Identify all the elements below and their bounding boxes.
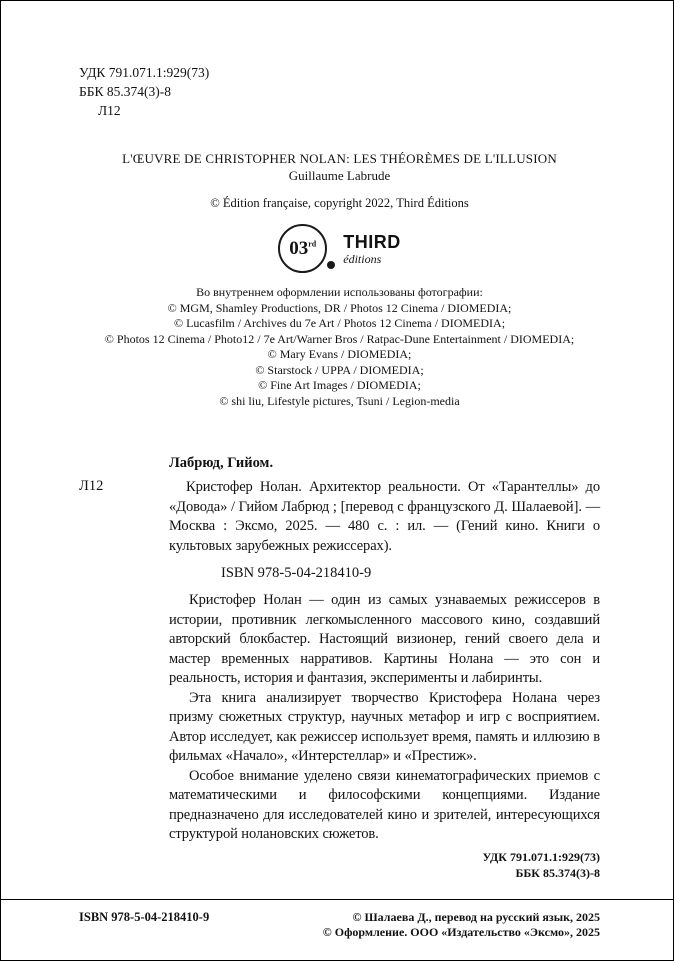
- footer-copyright-block: [323, 910, 600, 940]
- original-edition-block: [79, 151, 600, 211]
- original-title: L'ŒUVRE DE CHRISTOPHER NOLAN: LES THÉORÈMES DE L'ILLUSION: [122, 151, 557, 166]
- logo-ordinal: rd: [308, 239, 317, 249]
- logo-number-group: [289, 238, 316, 260]
- bibliographic-entry: [79, 455, 600, 582]
- logo-wordmark: [343, 233, 401, 265]
- footer-copyright-line: © Оформление. ООО «Издательство «Эксмо», 2025: [322, 925, 600, 939]
- photo-credits-intro: Во внутреннем оформлении использованы фотографии:: [196, 285, 483, 299]
- author-sign-code-top: Л12: [98, 103, 121, 118]
- photo-credits-block: [79, 285, 600, 409]
- annotation-block: [169, 591, 600, 845]
- third-editions-logo: [79, 224, 600, 273]
- photo-credit-line: © shi liu, Lifestyle pictures, Tsuni / Legion-media: [219, 393, 460, 408]
- original-copyright: © Édition française, copyright 2022, Third Éditions: [210, 196, 469, 210]
- photo-credit-line: © Photos 12 Cinema / Photo12 / 7e Art/Warner Bros / Ratpac-Dune Entertainment / DIOMEDIA;: [104, 331, 575, 346]
- footer: [1, 900, 673, 940]
- bib-isbn: ISBN 978-5-04-218410-9: [221, 565, 372, 581]
- logo-number: 03: [289, 237, 309, 259]
- classification-codes-bottom: [169, 849, 600, 881]
- logo-brand-sub: éditions: [343, 251, 382, 266]
- author-sign-code-margin: Л12: [79, 478, 104, 494]
- logo-dot-icon: [327, 261, 335, 269]
- page-content: [1, 1, 673, 881]
- logo-brand-name: THIRD: [343, 231, 401, 252]
- annotation-paragraph: Особое внимание уделено связи кинематографических приемов с математическими и философскими концепциями. Издание предназначено для исследователей кино и зрителей, интересующихся структурой нолановских сюжетов.: [169, 767, 600, 842]
- logo-circle-icon: [278, 224, 327, 273]
- udk-code-bottom: УДК 791.071.1:929(73): [482, 849, 600, 864]
- photo-credit-line: © Fine Art Images / DIOMEDIA;: [258, 378, 421, 392]
- photo-credit-line: © Mary Evans / DIOMEDIA;: [267, 347, 412, 361]
- bib-description: Кристофер Нолан. Архитектор реальности. От «Тарантеллы» до «Довода» / Гийом Лабрюд ; [перевод с французского Д. Шалаевой]. — Москва : Эксмо, 2025. — 480 с. : ил. — (Гений кино. Книги о культовых зарубежных режиссерах).: [169, 479, 600, 554]
- photo-credit-line: © MGM, Shamley Productions, DR / Photos 12 Cinema / DIOMEDIA;: [167, 300, 512, 315]
- annotation-paragraph: Кристофер Нолан — один из самых узнаваемых режиссеров в истории, противник легкомысленного массового кино, создавший авторский блокбастер. Настоящий визионер, гений своего дела и мастер временных нарративов. Картины Нолана — это сон и реальность, история и фантазия, эксперименты и лабиринты.: [169, 592, 600, 686]
- footer-area: [1, 899, 673, 940]
- photo-credit-line: © Starstock / UPPA / DIOMEDIA;: [255, 362, 424, 377]
- classification-codes-top: [79, 63, 600, 120]
- footer-isbn: ISBN 978-5-04-218410-9: [79, 910, 210, 924]
- bbk-code-top: ББК 85.374(3)-8: [79, 84, 171, 99]
- original-author: Guillaume Labrude: [288, 168, 391, 183]
- photo-credit-line: © Lucasfilm / Archives du 7e Art / Photos 12 Cinema / DIOMEDIA;: [173, 316, 506, 330]
- footer-copyright-line: © Шалаева Д., перевод на русский язык, 2025: [352, 910, 600, 924]
- bib-author-heading: Лабрюд, Гийом.: [169, 455, 274, 471]
- bbk-code-bottom: ББК 85.374(3)-8: [515, 865, 600, 880]
- udk-code-top: УДК 791.071.1:929(73): [79, 65, 210, 80]
- bib-description-row: [79, 478, 600, 556]
- annotation-paragraph: Эта книга анализирует творчество Кристофера Нолана через призму сюжетных структур, научных метафор и игр с восприятием. Автор исследует, как режиссер использует время, память и иллюзию в фильмах «Начало», «Интерстеллар» и «Престиж».: [169, 689, 600, 764]
